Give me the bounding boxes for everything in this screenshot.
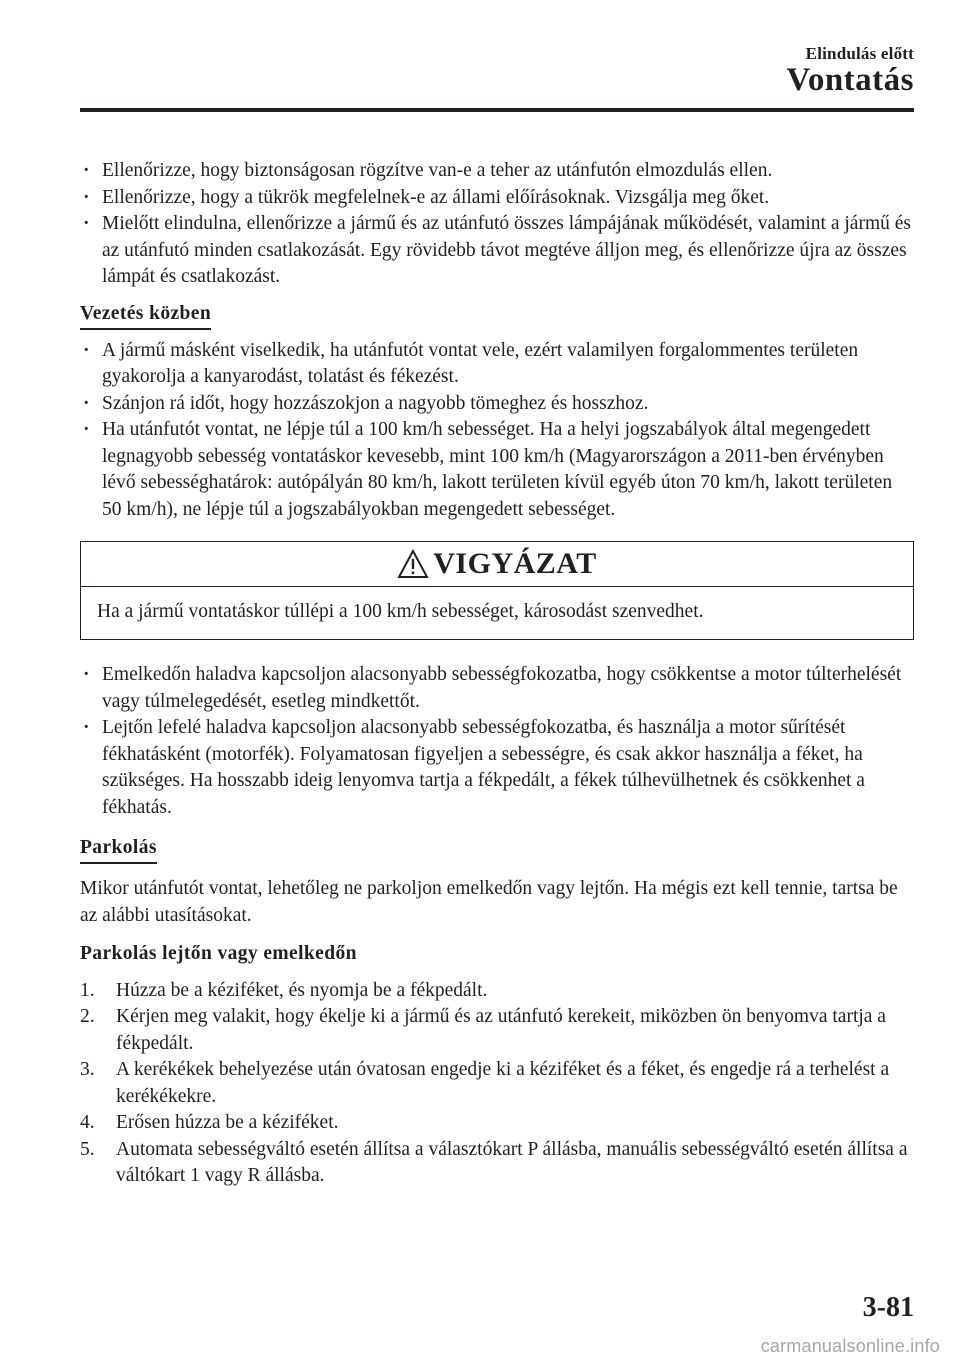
caution-box — [80, 541, 914, 640]
parking-text: Mikor utánfutót vontat, lehetőleg ne parkoljon emelkedőn vagy lejtőn. Ha mégis ezt kell tennie, tartsa be az alábbi utasításokat. — [80, 878, 898, 926]
bullet-icon: · — [83, 213, 90, 234]
watermark-link[interactable]: carmanualsonline.info — [760, 1336, 940, 1356]
list-item: · Ha utánfutót vontat, ne lépje túl a 100 km/h sebességet. Ha a helyi jogszabályok által megengedett legnagyobb sebesség vontatáskor kevesebb, mint 100 km/h (Magyarországon a 2011-ben érvényben lévő sebességhatárok: autópályán 80 km/h, lakott területen kívül egyéb úton 70 km/h, lakott területen 50 km/h), ne lépje túl a jogszabályokban megengedett sebességet. — [83, 419, 893, 520]
list-item: 3. A kerékékek behelyezése után óvatosan engedje ki a kéziféket és a féket, és engedje rá a terhelést a kerékékekre. — [80, 1059, 890, 1107]
list-item: · Ellenőrizze, hogy a tükrök megfelelnek-e az állami előírásoknak. Vizsgálja meg őket. — [80, 185, 914, 212]
intro-bullet-list — [80, 158, 914, 291]
list-item: 1. Húzza be a kéziféket, és nyomja be a fékpedált. — [80, 979, 488, 1001]
section-name: Elindulás előtt — [805, 44, 914, 63]
page-number: 3-81 — [862, 1292, 914, 1323]
parking-heading: Parkolás — [80, 836, 157, 864]
list-item: · Mielőtt elindulna, ellenőrizze a jármű és az utánfutó összes lámpájának működését, valamint a jármű és az utánfutó minden csatlakozását. Egy rövidebb távot megtéve álljon meg, és ellenőrizze újra az összes lámpát és csatlakozást. — [83, 213, 911, 287]
parking-subheading: Parkolás lejtőn vagy emelkedőn — [80, 943, 357, 964]
caution-text: Ha a jármű vontatáskor túllépi a 100 km/h sebességet, károsodást szenvedhet. — [97, 601, 704, 622]
list-item: 2. Kérjen meg valakit, hogy ékelje ki a jármű és az utánfutó kerekeit, miközben ön benyomva tartja a fékpedált. — [80, 1006, 886, 1054]
warning-triangle-icon — [397, 549, 429, 579]
bullet-icon: · — [83, 186, 90, 208]
driving-heading: Vezetés közben — [80, 302, 211, 330]
caution-header — [81, 542, 913, 587]
list-item: · Ellenőrizze, hogy biztonságosan rögzítve van-e a teher az utánfutón elmozdulás ellen. — [80, 158, 914, 185]
list-item: · Emelkedőn haladva kapcsoljon alacsonyabb sebességfokozatba, hogy csökkentse a motor túlterhelését vagy túlmelegedését, esetleg mindkettőt. — [83, 664, 902, 712]
bullet-icon: · — [83, 419, 90, 440]
list-item: · A jármű másként viselkedik, ha utánfutót vontat vele, ezért valamilyen forgalommentes területen gyakorolja a kanyarodást, tolatást és fékezést. — [83, 339, 859, 387]
page-title: Vontatás — [786, 62, 914, 98]
slope-bullet-list — [80, 662, 914, 821]
header-divider — [80, 108, 914, 112]
page-content — [80, 158, 914, 1190]
bullet-icon: · — [83, 339, 90, 361]
list-item: · Lejtőn lefelé haladva kapcsoljon alacsonyabb sebességfokozatba, és használja a motor sűrítését fékhatásként (motorfék). Folyamatosan figyeljen a sebességre, és csak akkor használja a féket, ha szükséges. Ha hosszabb ideig lenyomva tartja a fékpedált, a fékek túlhevülhetnek és csökkenhet a fékhatás. — [83, 717, 865, 818]
list-item: 4. Erősen húzza be a kéziféket. — [80, 1112, 339, 1133]
bullet-icon: · — [83, 717, 90, 738]
bullet-icon: · — [83, 160, 90, 181]
list-item: · Szánjon rá időt, hogy hozzászokjon a nagyobb tömeghez és hosszhoz. — [80, 391, 914, 418]
list-item: 5. Automata sebességváltó esetén állítsa a választókart P állásba, manuális sebességváltó esetén állítsa a váltókart 1 vagy R állásba. — [80, 1138, 908, 1186]
bullet-icon: · — [83, 392, 90, 414]
bullet-icon: · — [83, 664, 90, 685]
parking-steps-list — [80, 978, 914, 1190]
caution-title: VIGYÁZAT — [433, 546, 597, 580]
driving-bullet-list — [80, 338, 914, 524]
